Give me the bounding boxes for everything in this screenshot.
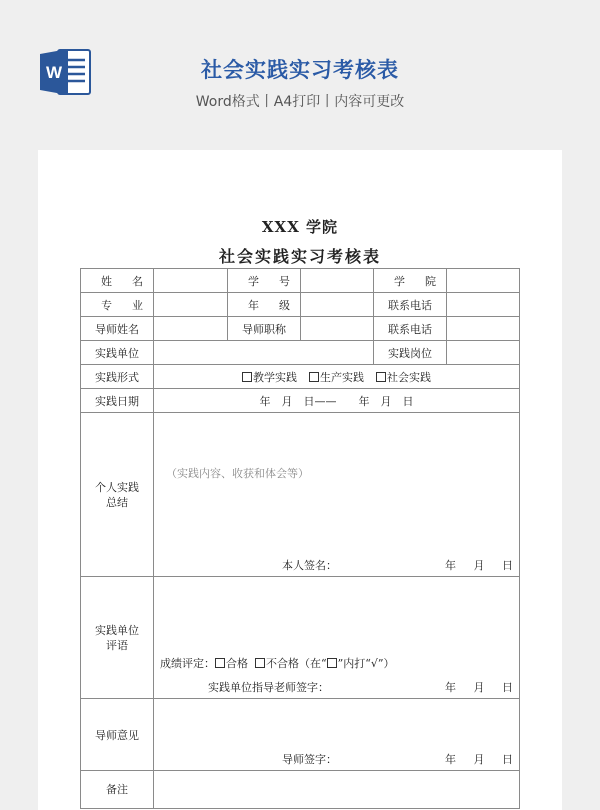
header-title: 社会实践实习考核表 bbox=[201, 58, 399, 82]
assessment-form-table bbox=[80, 268, 520, 809]
phone-field[interactable] bbox=[447, 293, 520, 317]
practice-post-field[interactable] bbox=[447, 341, 520, 365]
name-field[interactable] bbox=[154, 269, 228, 293]
advisor-phone-label: 联系电话 bbox=[374, 317, 447, 341]
table-row bbox=[81, 389, 520, 413]
advisor-title-label: 导师职称 bbox=[228, 317, 301, 341]
advisor-date-label: 年 月 日 bbox=[445, 753, 513, 766]
table-row bbox=[81, 577, 520, 699]
practice-unit-field[interactable] bbox=[154, 341, 374, 365]
document-title: 社会实践实习考核表 bbox=[218, 247, 381, 266]
practice-unit-label: 实践单位 bbox=[81, 341, 154, 365]
advisor-title-field[interactable] bbox=[301, 317, 374, 341]
option-production-label: 生产实践 bbox=[320, 370, 364, 384]
option-teaching-label: 教学实践 bbox=[253, 370, 297, 384]
summary-date-label: 年 月 日 bbox=[445, 559, 513, 572]
summary-signature-label: 本人签名： bbox=[282, 559, 337, 572]
table-row bbox=[81, 293, 520, 317]
practice-post-label: 实践岗位 bbox=[374, 341, 447, 365]
practice-form-options bbox=[154, 365, 520, 389]
table-row bbox=[81, 269, 520, 293]
table-row bbox=[81, 365, 520, 389]
header-subtitle: Word格式丨A4打印丨内容可更改 bbox=[195, 94, 405, 110]
advisor-signature-label: 导师签字： bbox=[282, 753, 337, 766]
evaluation-label: 实践单位 评语 bbox=[81, 577, 154, 699]
table-row bbox=[81, 699, 520, 771]
college-label: 学院 bbox=[374, 269, 447, 293]
document-college: XXX 学院 bbox=[261, 218, 339, 236]
evaluation-date-label: 年 月 日 bbox=[445, 681, 513, 694]
grade-evaluation: 成绩评定： 合格 不合格（在“ ”内打“√”） bbox=[160, 657, 395, 670]
table-row bbox=[81, 341, 520, 365]
advisor-name-label: 导师姓名 bbox=[81, 317, 154, 341]
checkbox[interactable] bbox=[215, 658, 225, 668]
option-social-label: 社会实践 bbox=[387, 370, 431, 384]
advisor-opinion-field[interactable] bbox=[154, 699, 520, 771]
grade-field[interactable] bbox=[301, 293, 374, 317]
advisor-opinion-label: 导师意见 bbox=[81, 699, 154, 771]
advisor-name-field[interactable] bbox=[154, 317, 228, 341]
practice-date-range[interactable]: 年 月 日—— 年 月 日 bbox=[154, 389, 520, 413]
name-label: 姓名 bbox=[81, 269, 154, 293]
practice-form-label: 实践形式 bbox=[81, 365, 154, 389]
college-field[interactable] bbox=[447, 269, 520, 293]
evaluation-field[interactable] bbox=[154, 577, 520, 699]
advisor-phone-field[interactable] bbox=[447, 317, 520, 341]
checkbox[interactable] bbox=[376, 372, 386, 382]
student-id-label: 学号 bbox=[228, 269, 301, 293]
student-id-field[interactable] bbox=[301, 269, 374, 293]
checkbox[interactable] bbox=[309, 372, 319, 382]
major-label: 专业 bbox=[81, 293, 154, 317]
summary-field[interactable] bbox=[154, 413, 520, 577]
summary-label: 个人实践 总结 bbox=[81, 413, 154, 577]
svg-text:W: W bbox=[45, 63, 63, 82]
table-row bbox=[81, 413, 520, 577]
checkbox[interactable] bbox=[255, 658, 265, 668]
grade-label: 年级 bbox=[228, 293, 301, 317]
major-field[interactable] bbox=[154, 293, 228, 317]
table-row bbox=[81, 771, 520, 809]
phone-label: 联系电话 bbox=[374, 293, 447, 317]
checkbox[interactable] bbox=[242, 372, 252, 382]
remarks-field[interactable] bbox=[154, 771, 520, 809]
summary-hint: （实践内容、收获和体会等） bbox=[166, 467, 309, 480]
table-row bbox=[81, 317, 520, 341]
evaluation-signature-label: 实践单位指导老师签字： bbox=[208, 681, 329, 694]
practice-date-label: 实践日期 bbox=[81, 389, 154, 413]
remarks-label: 备注 bbox=[81, 771, 154, 809]
